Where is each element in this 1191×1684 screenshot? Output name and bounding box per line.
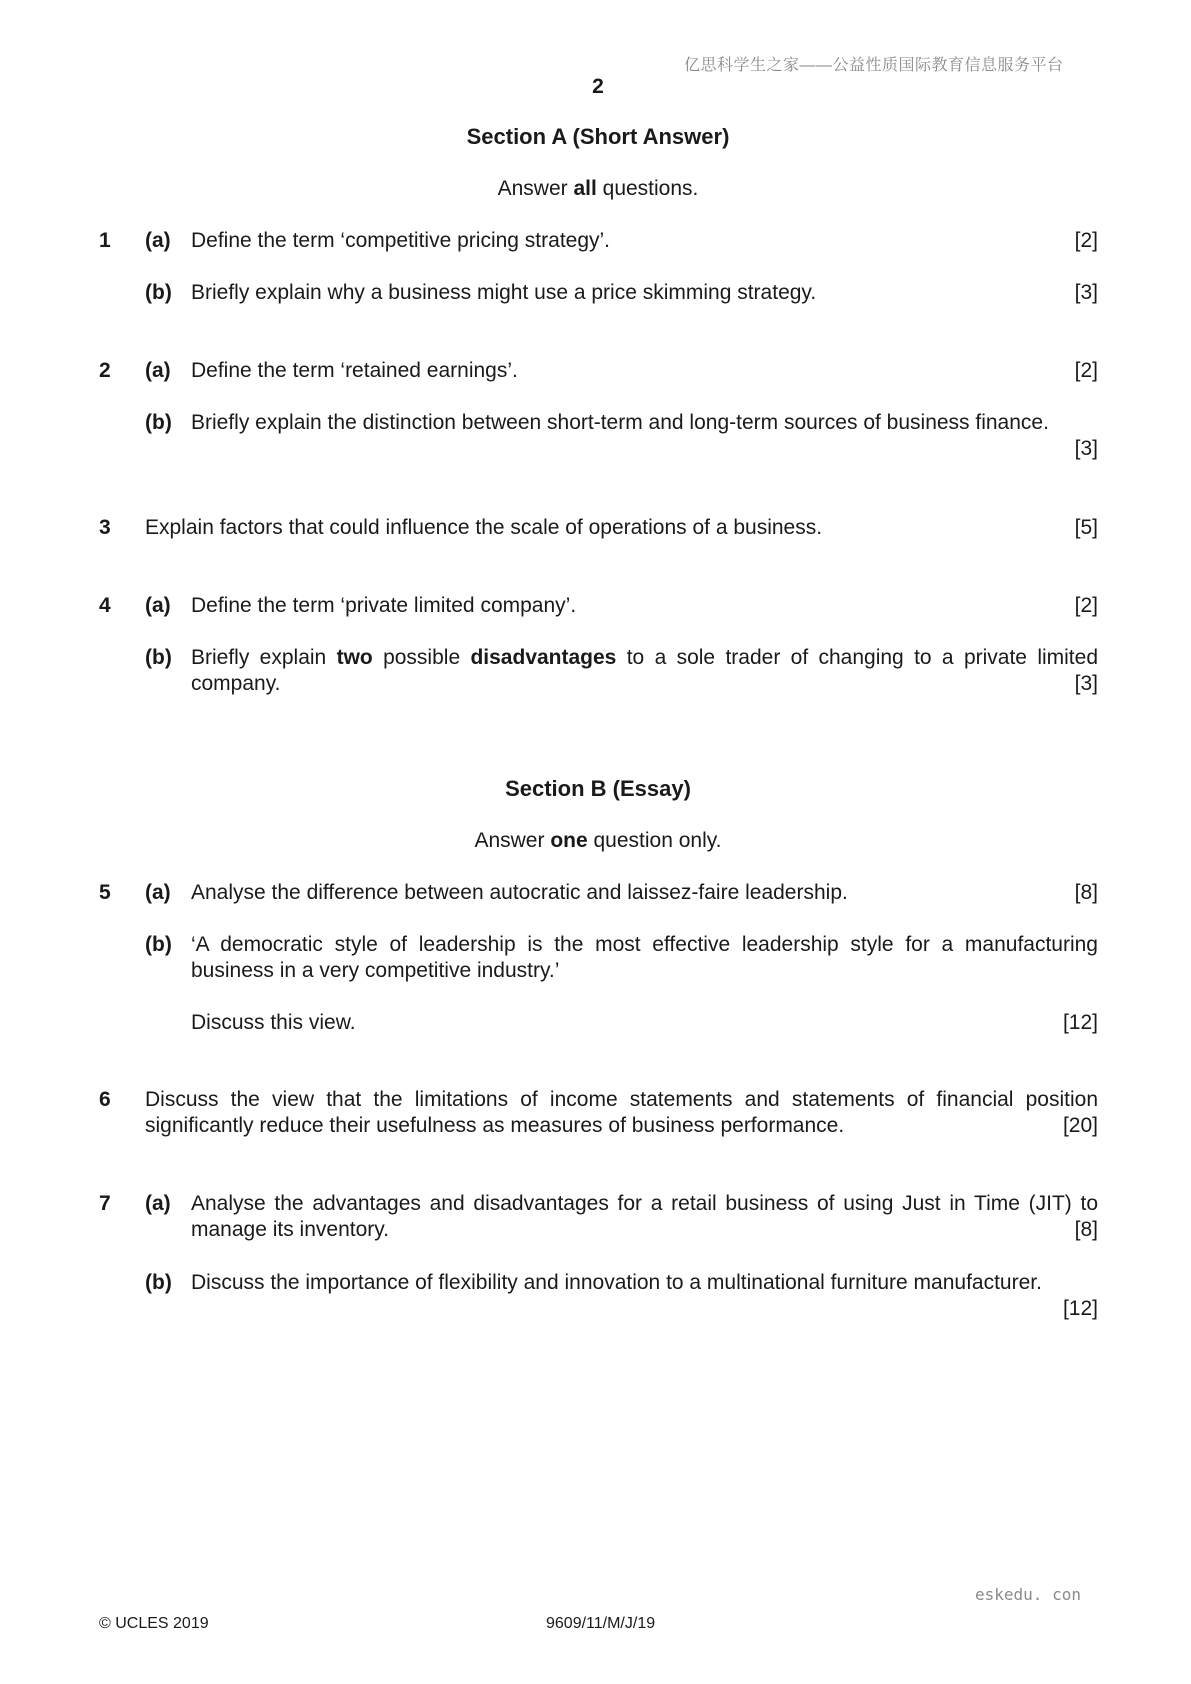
part-label: (b) <box>145 1271 172 1294</box>
part-label: (b) <box>145 411 172 434</box>
part-label: (a) <box>145 229 171 252</box>
marks: [5] <box>1074 516 1098 539</box>
question-text: Briefly explain two possible disadvantages to a sole trader of changing to a private limited company. <box>191 646 1099 695</box>
part-label: (b) <box>145 281 172 304</box>
section-a-title: Section A (Short Answer) <box>466 124 730 149</box>
question-number: 1 <box>99 229 111 252</box>
marks: [2] <box>1074 359 1098 382</box>
question-text: Explain factors that could influence the scale of operations of a business. <box>145 516 823 539</box>
watermark-top: 亿思科学生之家——公益性质国际教育信息服务平台 <box>684 57 1064 74</box>
question-text: Analyse the advantages and disadvantages for a retail business of using Just in Time (JIT) to manage its inventory. <box>191 1192 1098 1241</box>
question-number: 2 <box>99 359 111 382</box>
page-number: 2 <box>592 75 604 98</box>
marks: [2] <box>1074 229 1098 252</box>
question-number: 3 <box>99 516 111 539</box>
question-text-instruction: Discuss this view. <box>191 1011 356 1034</box>
part-label: (b) <box>145 646 172 669</box>
question-text: Define the term ‘competitive pricing strategy’. <box>191 229 611 252</box>
question-text: Briefly explain why a business might use a price skimming strategy. <box>191 281 817 304</box>
marks: [8] <box>1074 881 1098 904</box>
part-label: (a) <box>145 881 171 904</box>
marks: [12] <box>1062 1011 1098 1034</box>
question-text: Briefly explain the distinction between short-term and long-term sources of business finance. <box>191 411 1049 434</box>
question-text: Define the term ‘private limited company’. <box>191 594 577 617</box>
marks: [20] <box>1062 1114 1098 1137</box>
marks: [3] <box>1074 281 1098 304</box>
question-number: 7 <box>99 1192 111 1215</box>
part-label: (a) <box>145 1192 171 1215</box>
question-text: Discuss the importance of flexibility and innovation to a multinational furniture manufacturer. <box>191 1271 1042 1294</box>
part-label: (b) <box>145 933 172 956</box>
footer-copyright: © UCLES 2019 <box>99 1615 209 1632</box>
question-text: Analyse the difference between autocratic and laissez-faire leadership. <box>191 881 848 904</box>
footer-paper-code: 9609/11/M/J/19 <box>546 1615 656 1632</box>
marks: [12] <box>1062 1297 1098 1320</box>
marks: [8] <box>1074 1218 1098 1241</box>
question-text: ‘A democratic style of leadership is the most effective leadership style for a manufacturing business in a very competitive industry.’ <box>191 933 1098 982</box>
question-text: Define the term ‘retained earnings’. <box>191 359 518 382</box>
marks: [3] <box>1074 437 1098 460</box>
section-b-instruction: Answer one question only. <box>474 829 722 852</box>
question-number: 5 <box>99 881 111 904</box>
question-text: Discuss the view that the limitations of income statements and statements of financial position significantly reduce their usefulness as measures of business performance. <box>145 1088 1098 1137</box>
part-label: (a) <box>145 594 171 617</box>
marks: [3] <box>1074 672 1098 695</box>
part-label: (a) <box>145 359 171 382</box>
question-number: 4 <box>99 594 111 617</box>
marks: [2] <box>1074 594 1098 617</box>
section-b-title: Section B (Essay) <box>505 776 691 801</box>
watermark-bottom: eskedu. con <box>975 1585 1081 1604</box>
section-a-instruction: Answer all questions. <box>497 177 699 200</box>
question-number: 6 <box>99 1088 111 1111</box>
